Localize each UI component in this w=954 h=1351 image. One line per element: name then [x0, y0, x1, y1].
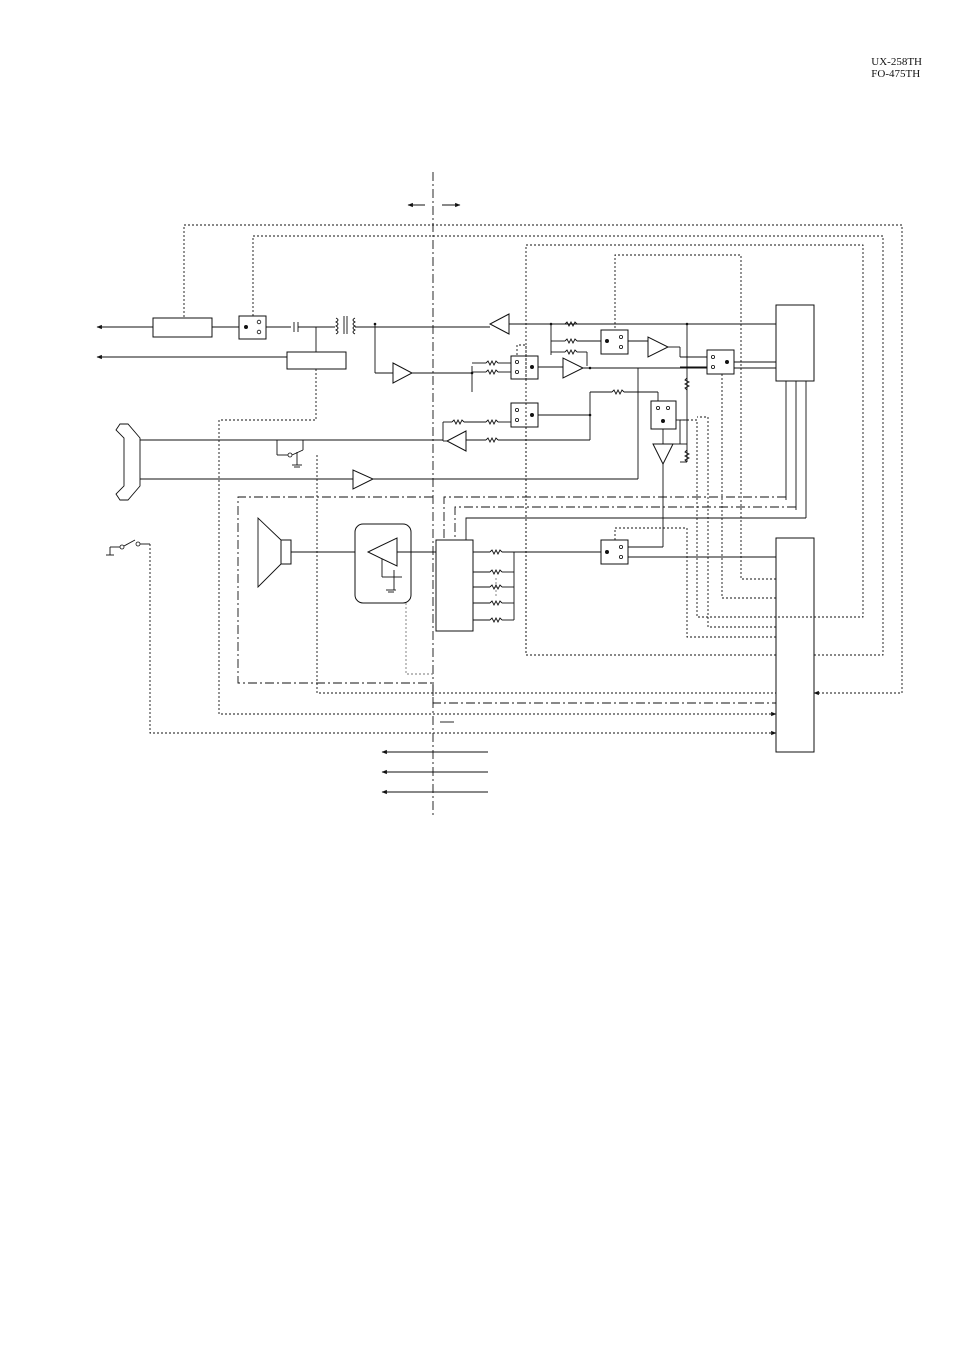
bottom-signals	[382, 722, 488, 792]
handset-switch	[277, 440, 303, 467]
resistor-group-1	[472, 361, 511, 374]
speaker-amp	[355, 524, 436, 603]
mic-amp	[353, 470, 373, 489]
buffer-amp-1	[563, 358, 583, 378]
modem-ic	[776, 305, 814, 381]
analog-switch-4	[511, 403, 591, 427]
tx-amp	[490, 314, 509, 334]
relay-switch	[239, 316, 291, 339]
capacitor	[294, 322, 335, 352]
analog-switch-6	[601, 540, 776, 564]
rx-amp	[393, 363, 412, 383]
analog-switch-1	[511, 356, 563, 379]
analog-switch-3	[707, 350, 776, 374]
handset-amp	[447, 431, 466, 451]
model-line-2: FO-475TH	[871, 68, 921, 80]
volume-ic	[436, 540, 473, 631]
speaker	[258, 518, 355, 587]
transformer	[336, 316, 490, 334]
input-block	[153, 318, 212, 337]
detector-block	[287, 352, 346, 369]
handset	[116, 424, 443, 500]
board-divider	[408, 172, 460, 815]
analog-switch-2	[601, 330, 648, 354]
chain-lines	[238, 497, 806, 703]
volume-resistors	[473, 550, 601, 622]
controller-ic	[776, 538, 814, 752]
analog-switch-5	[651, 401, 676, 429]
buffer-amp-3	[653, 444, 673, 464]
model-line-1: UX-258TH	[871, 56, 922, 68]
buffer-amp-2	[648, 337, 668, 357]
hook-switch	[106, 540, 150, 555]
